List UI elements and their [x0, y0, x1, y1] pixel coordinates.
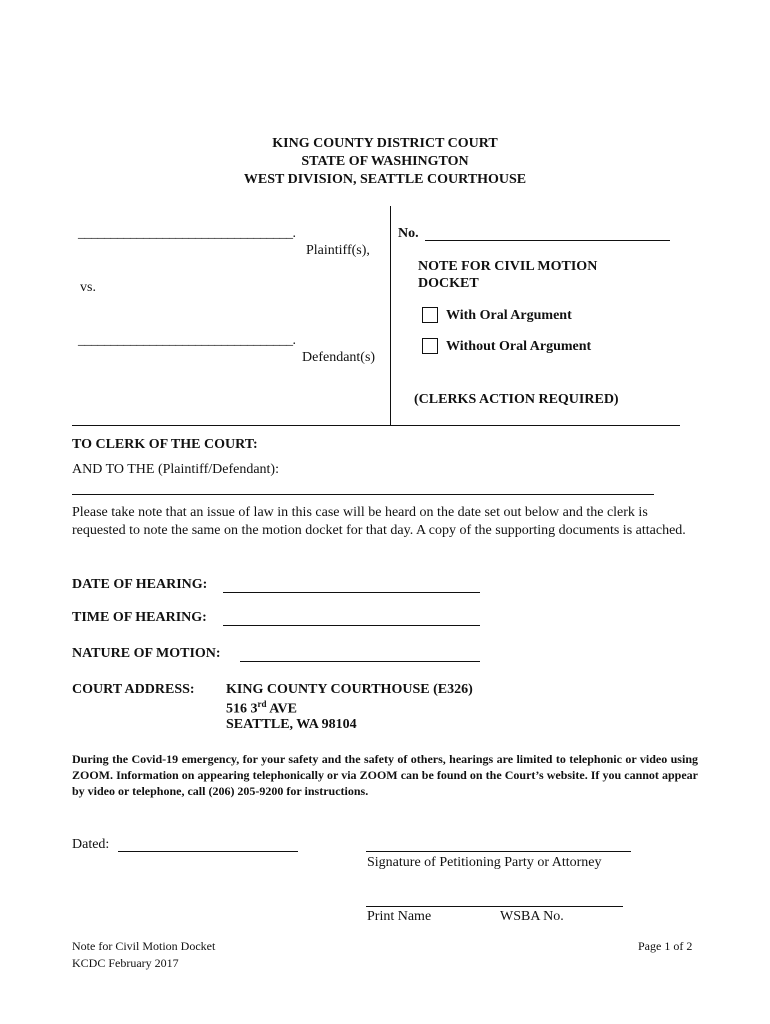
caption-divider-left [72, 425, 392, 426]
covid-notice: During the Covid-19 emergency, for your safety and the safety of others, hearings are limited to telephonic or video using ZOOM. Information on appearing telephonically or via ZOOM can be found on the Court’s website. If you cannot appear by video or telephone, call (206) 205-9200 for instructions. [72, 752, 698, 798]
print-name-field[interactable] [366, 892, 623, 907]
print-name-label: Print Name [367, 909, 432, 924]
without-oral-argument-label: Without Oral Argument [446, 339, 592, 354]
defendant-blank[interactable]: _________________________________. [78, 333, 296, 348]
court-address-line3: SEATTLE, WA 98104 [226, 717, 357, 732]
court-name: KING COUNTY DISTRICT COURT [272, 136, 498, 151]
defendant-label: Defendant(s) [302, 350, 376, 365]
case-number-field[interactable] [425, 226, 670, 241]
and-to-party-field[interactable] [72, 480, 654, 495]
street-name: AVE [266, 701, 297, 717]
court-address-label: COURT ADDRESS: [72, 682, 195, 697]
case-number-label: No. [398, 226, 419, 241]
and-to-label: AND TO THE (Plaintiff/Defendant): [72, 462, 279, 477]
vs-label: vs. [80, 280, 96, 295]
signature-label: Signature of Petitioning Party or Attorney [367, 855, 602, 870]
nature-of-motion-label: NATURE OF MOTION: [72, 646, 221, 661]
plaintiff-label: Plaintiff(s), [306, 243, 370, 258]
time-of-hearing-field[interactable] [223, 611, 480, 626]
dated-label: Dated: [72, 837, 110, 852]
date-of-hearing-field[interactable] [223, 578, 480, 593]
court-address-line2 [226, 699, 297, 718]
wsba-label: WSBA No. [500, 909, 564, 924]
to-clerk-heading: TO CLERK OF THE COURT: [72, 437, 258, 452]
court-address-line1: KING COUNTY COURTHOUSE (E326) [226, 682, 473, 697]
footer-form-date: KCDC February 2017 [72, 956, 179, 970]
footer-form-name: Note for Civil Motion Docket [72, 939, 216, 953]
state-name: STATE OF WASHINGTON [301, 154, 469, 169]
with-oral-argument-checkbox[interactable] [422, 307, 438, 323]
caption-divider-vertical [390, 206, 391, 426]
nature-of-motion-field[interactable] [240, 647, 480, 662]
form-title-line2: DOCKET [418, 276, 479, 291]
signature-field[interactable] [366, 837, 631, 852]
page-number: Page 1 of 2 [638, 939, 693, 953]
notice-paragraph: Please take note that an issue of law in this case will be heard on the date set out below and the clerk is requested to note the same on the motion docket for that day. A copy of the supporting documents is attached. [72, 505, 686, 538]
division-name: WEST DIVISION, SEATTLE COURTHOUSE [243, 172, 527, 187]
caption-divider-right [390, 425, 680, 426]
without-oral-argument-checkbox[interactable] [422, 338, 438, 354]
plaintiff-blank[interactable]: _________________________________. [78, 226, 296, 241]
time-of-hearing-label: TIME OF HEARING: [72, 610, 207, 625]
form-title-line1: NOTE FOR CIVIL MOTION [418, 259, 598, 274]
street-number: 516 3 [226, 701, 258, 717]
clerks-action-label: (CLERKS ACTION REQUIRED) [414, 392, 619, 407]
street-ordinal: rd [257, 699, 267, 709]
dated-field[interactable] [118, 837, 298, 852]
with-oral-argument-label: With Oral Argument [446, 308, 572, 323]
date-of-hearing-label: DATE OF HEARING: [72, 577, 208, 592]
